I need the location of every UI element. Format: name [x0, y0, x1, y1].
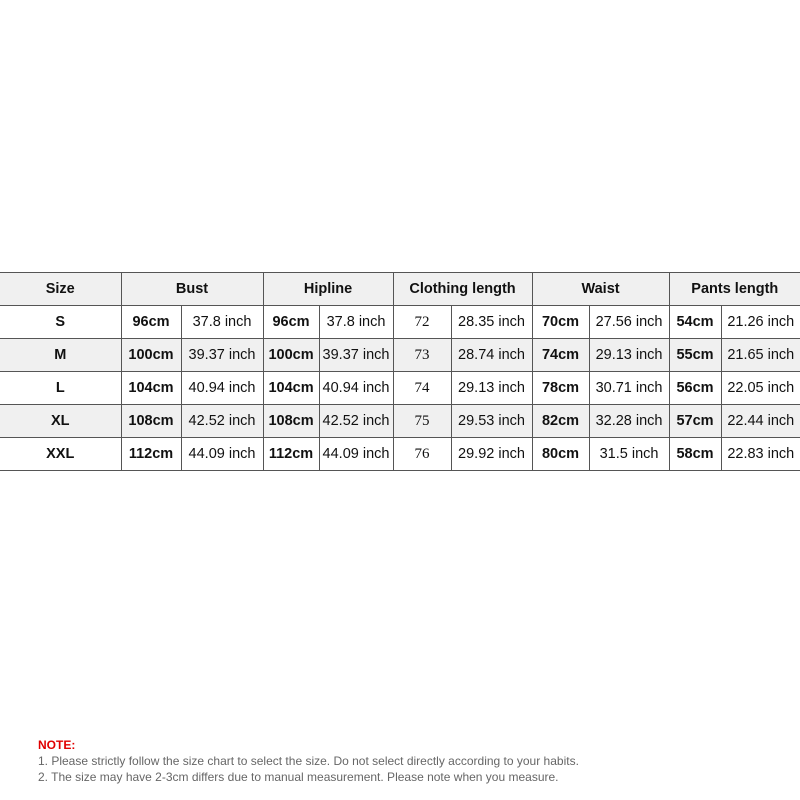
length-inch-cell: 29.92 inch — [451, 438, 532, 471]
hip-inch-cell: 40.94 inch — [319, 372, 393, 405]
header-size: Size — [0, 273, 121, 306]
length-inch-cell: 29.13 inch — [451, 372, 532, 405]
table-row — [0, 306, 800, 339]
note-title: NOTE: — [38, 738, 76, 752]
header-bust: Bust — [121, 273, 263, 306]
hip-cm-cell: 112cm — [263, 438, 319, 471]
bust-cm-cell: 104cm — [121, 372, 181, 405]
hip-cm-cell: 96cm — [263, 306, 319, 339]
bust-cm-cell: 100cm — [121, 339, 181, 372]
length-cm-cell: 73 — [393, 339, 451, 372]
table-row — [0, 339, 800, 372]
hip-inch-cell: 42.52 inch — [319, 405, 393, 438]
header-row — [0, 273, 800, 306]
pants-cm-cell: 58cm — [669, 438, 721, 471]
note-line-1: 1. Please strictly follow the size chart to select the size. Do not select directly according to your habits. — [38, 754, 579, 768]
table-row — [0, 438, 800, 471]
waist-inch-cell: 31.5 inch — [589, 438, 669, 471]
pants-cm-cell: 55cm — [669, 339, 721, 372]
length-cm-cell: 72 — [393, 306, 451, 339]
waist-cm-cell: 70cm — [532, 306, 589, 339]
hip-inch-cell: 44.09 inch — [319, 438, 393, 471]
bust-cm-cell: 96cm — [121, 306, 181, 339]
waist-cm-cell: 74cm — [532, 339, 589, 372]
bust-inch-cell: 44.09 inch — [181, 438, 263, 471]
pants-inch-cell: 22.05 inch — [721, 372, 800, 405]
hip-cm-cell: 104cm — [263, 372, 319, 405]
waist-cm-cell: 80cm — [532, 438, 589, 471]
header-clothing-length: Clothing length — [393, 273, 532, 306]
header-waist: Waist — [532, 273, 669, 306]
note-line-2: 2. The size may have 2-3cm differs due to manual measurement. Please note when you measure. — [38, 770, 559, 784]
length-inch-cell: 29.53 inch — [451, 405, 532, 438]
bust-inch-cell: 37.8 inch — [181, 306, 263, 339]
size-cell: XXL — [0, 438, 121, 471]
table-row — [0, 372, 800, 405]
hip-inch-cell: 39.37 inch — [319, 339, 393, 372]
length-inch-cell: 28.74 inch — [451, 339, 532, 372]
length-cm-cell: 76 — [393, 438, 451, 471]
hip-cm-cell: 108cm — [263, 405, 319, 438]
pants-inch-cell: 22.83 inch — [721, 438, 800, 471]
size-chart-table — [0, 272, 800, 471]
bust-cm-cell: 108cm — [121, 405, 181, 438]
length-cm-cell: 74 — [393, 372, 451, 405]
size-cell: L — [0, 372, 121, 405]
waist-inch-cell: 29.13 inch — [589, 339, 669, 372]
waist-inch-cell: 32.28 inch — [589, 405, 669, 438]
bust-cm-cell: 112cm — [121, 438, 181, 471]
size-cell: XL — [0, 405, 121, 438]
hip-inch-cell: 37.8 inch — [319, 306, 393, 339]
size-cell: M — [0, 339, 121, 372]
pants-inch-cell: 22.44 inch — [721, 405, 800, 438]
length-inch-cell: 28.35 inch — [451, 306, 532, 339]
pants-inch-cell: 21.65 inch — [721, 339, 800, 372]
pants-cm-cell: 56cm — [669, 372, 721, 405]
size-note — [38, 737, 579, 785]
length-cm-cell: 75 — [393, 405, 451, 438]
waist-inch-cell: 27.56 inch — [589, 306, 669, 339]
bust-inch-cell: 40.94 inch — [181, 372, 263, 405]
waist-inch-cell: 30.71 inch — [589, 372, 669, 405]
header-pants-length: Pants length — [669, 273, 800, 306]
pants-cm-cell: 54cm — [669, 306, 721, 339]
size-cell: S — [0, 306, 121, 339]
bust-inch-cell: 39.37 inch — [181, 339, 263, 372]
hip-cm-cell: 100cm — [263, 339, 319, 372]
waist-cm-cell: 82cm — [532, 405, 589, 438]
table-row — [0, 405, 800, 438]
pants-inch-cell: 21.26 inch — [721, 306, 800, 339]
bust-inch-cell: 42.52 inch — [181, 405, 263, 438]
pants-cm-cell: 57cm — [669, 405, 721, 438]
header-hipline: Hipline — [263, 273, 393, 306]
waist-cm-cell: 78cm — [532, 372, 589, 405]
